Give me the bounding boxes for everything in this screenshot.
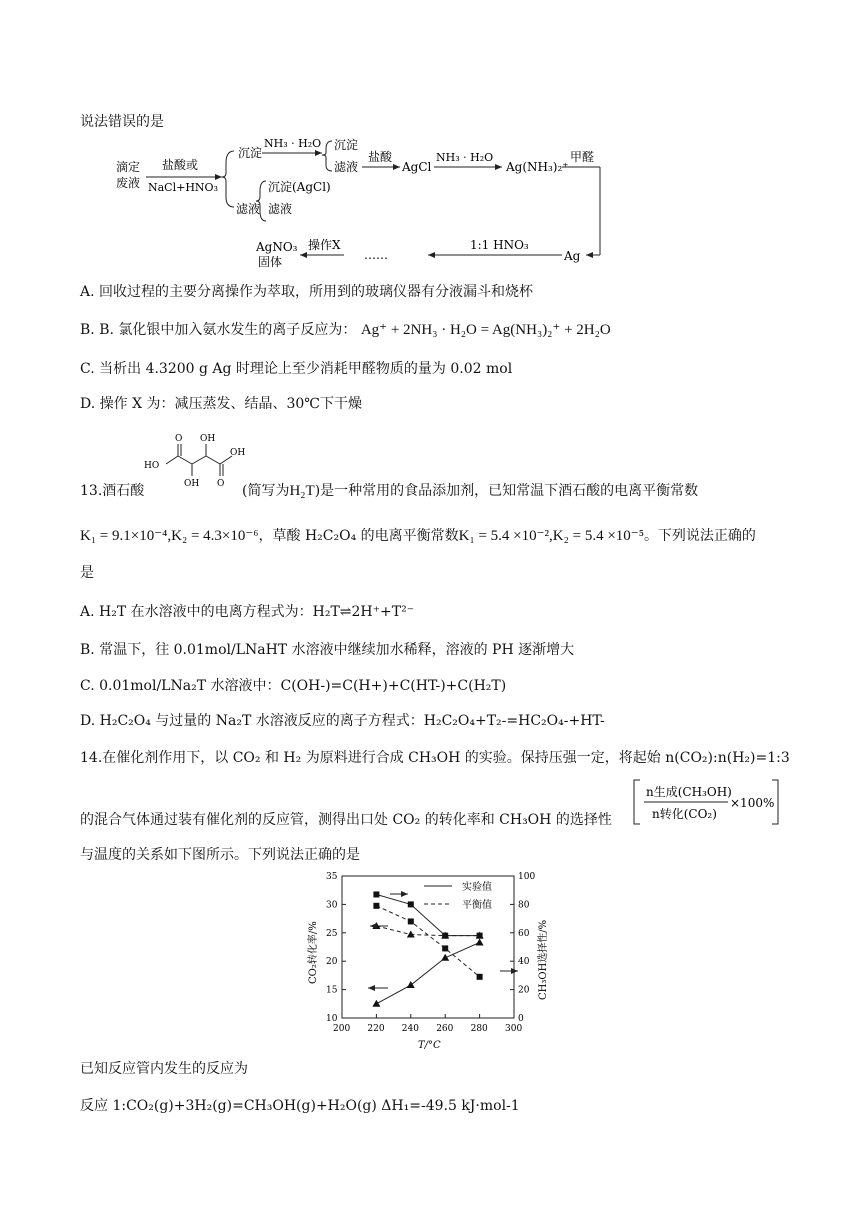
y-right-tick-label: 40: [518, 957, 530, 968]
q13-stem-a: 13.酒石酸: [80, 483, 145, 499]
series-point-square: [477, 933, 483, 939]
series-point-triangle: [476, 938, 484, 945]
q12-option-a: A. 回收过程的主要分离操作为萃取，所用到的玻璃仪器有分液漏斗和烧杯: [80, 284, 534, 300]
struct-o-1: O: [175, 434, 183, 444]
y-left-tick-label: 15: [326, 985, 338, 996]
nh3-reagent-1: NH₃ · H₂O: [264, 137, 322, 150]
ellipsis: ……: [364, 248, 388, 262]
q13-k-oxalic: K₁ = 5.4 ×10⁻²,K₂ = 5.4 ×10⁻⁵: [458, 528, 644, 544]
precip-2: 沉淀: [334, 138, 359, 152]
series-line-1: [376, 926, 479, 936]
q13-h2t: H₂T: [289, 483, 315, 499]
q12-option-c: C. 当析出 4.3200 g Ag 时理论上至少消耗甲醛物质的量为 0.02 mol: [80, 361, 513, 377]
intro-text: 说法错误的是: [80, 114, 164, 130]
brace-2: [322, 141, 332, 171]
nh3-reagent-2: NH₃ · H₂O: [436, 151, 494, 164]
q12-option-b-equation: Ag⁺ + 2NH₃ · H₂O = Ag(NH₃)₂⁺ + 2H₂O: [360, 322, 611, 338]
q12-option-b-text: B. B. 氯化银中加入氨水发生的离子反应为：: [80, 322, 357, 338]
q13-option-d: D. H₂C₂O₄ 与过量的 Na₂T 水溶液反应的离子方程式：H₂C₂O₄+T₂-=HC₂O₄-+HT-: [80, 713, 605, 729]
x-tick-label: 200: [333, 1024, 351, 1034]
source-label-2: 废液: [116, 176, 141, 190]
q13-option-a: A. H₂T 在水溶液中的电离方程式为：H₂T⇌2H⁺+T²⁻: [80, 604, 415, 620]
struct-o-2: O: [217, 479, 225, 489]
struct-oh-2: OH: [184, 479, 200, 489]
y-right-tick-label: 0: [518, 1014, 524, 1024]
y-right-tick-label: 80: [518, 900, 530, 911]
series-point-square: [373, 903, 379, 909]
x-tick-label: 260: [436, 1024, 454, 1034]
series-point-square: [408, 901, 414, 907]
hcl-reagent: 盐酸: [368, 150, 393, 164]
q13-option-b: B. 常温下，往 0.01mol/LNaHT 水溶液中继续加水稀释，溶液的 PH 逐渐增大: [80, 642, 575, 658]
series-point-square: [373, 891, 379, 897]
y-left-tick-label: 25: [326, 928, 338, 939]
series-point-triangle: [372, 922, 380, 929]
series-line-3: [376, 906, 479, 977]
x-tick-label: 280: [470, 1024, 488, 1034]
q14-line-2: 的混合气体通过装有催化剂的反应管，测得出口处 CO₂ 的转化率和 CH₃OH 的选择性: [80, 812, 612, 828]
series-point-square: [408, 918, 414, 924]
q13-stem-b: (简写为: [242, 483, 290, 499]
x-tick-label: 220: [367, 1024, 385, 1034]
q13-tail-text: 。下列说法正确的: [643, 528, 756, 544]
q13-option-c: C. 0.01mol/LNa₂T 水溶液中：C(OH-)=C(H+)+C(HT-)+C(H₂T): [80, 678, 507, 694]
y-axis-label-left: CO₂转化率/%: [308, 921, 319, 984]
y-left-tick-label: 20: [326, 957, 338, 968]
operation-x-label: 操作X: [308, 238, 341, 252]
struct-oh-3: OH: [230, 448, 246, 458]
y-left-tick-label: 10: [326, 1014, 338, 1024]
plot-frame: [342, 876, 514, 1018]
q12-option-b: [80, 321, 611, 339]
q13-stem-c: )是一种常用的食品添加剂，已知常温下酒石酸的电离平衡常数: [314, 483, 699, 499]
formula-multiplier: ×100%: [730, 796, 775, 810]
q13-stem-line: [242, 482, 698, 500]
legend-label-equilibrium: 平衡值: [462, 900, 492, 911]
y-left-tick-label: 35: [326, 872, 338, 882]
reagent1-top: 盐酸或: [162, 158, 199, 172]
y-right-tick-label: 60: [518, 928, 530, 939]
series-point-square: [442, 945, 448, 951]
tartaric-acid-structure: [140, 430, 250, 490]
series-point-triangle: [441, 954, 449, 961]
series-point-triangle: [372, 1000, 380, 1007]
legend-label-experimental: 实验值: [462, 882, 492, 893]
q13-mid-text: ，草酸 H₂C₂O₄ 的电离平衡常数: [258, 528, 459, 544]
q14-reaction-1: 反应 1:CO₂(g)+3H₂(g)=CH₃OH(g)+H₂O(g) ΔH₁=-49.5 kJ·mol-1: [80, 1098, 520, 1114]
q12-option-d: D. 操作 X 为：减压蒸发、结晶、30℃下干燥: [80, 396, 362, 412]
x-tick-label: 240: [401, 1024, 419, 1034]
y-axis-label-right: CH₃OH选择性/%: [538, 919, 549, 1000]
filtrate-2: 滤液: [334, 160, 359, 174]
source-label-1: 滴定: [116, 160, 141, 174]
struct-oh-1: OH: [200, 434, 216, 444]
q13-tail2: 是: [80, 565, 94, 581]
precip-agcl: 沉淀(AgCl): [268, 180, 331, 194]
q14-line-1: 14.在催化剂作用下，以 CO₂ 和 H₂ 为原料进行合成 CH₃OH 的实验。保持压强一定，将起始 n(CO₂):n(H₂)=1:3: [80, 750, 790, 766]
product-label-2: 固体: [258, 255, 283, 269]
series-point-triangle: [407, 981, 415, 988]
ag-label: Ag: [564, 249, 581, 263]
hno3-label: 1:1 HNO₃: [470, 238, 529, 252]
selectivity-formula: [632, 778, 782, 828]
struct-ho-1: HO: [144, 461, 160, 471]
series-point-square: [442, 933, 448, 939]
product-label-1: AgNO₃: [256, 240, 298, 254]
q14-reactions-intro: 已知反应管内发生的反应为: [80, 1061, 248, 1077]
reagent1-bottom: NaCl+HNO₃: [148, 181, 218, 194]
filtrate-3: 滤液: [268, 202, 293, 216]
series-line-0: [376, 942, 479, 1003]
q13-k-tartaric: K₁ = 9.1×10⁻⁴,K₂ = 4.3×10⁻⁶: [80, 528, 259, 544]
brace-1: [222, 151, 234, 207]
formaldehyde-label: 甲醛: [570, 150, 595, 164]
series-point-triangle: [407, 931, 415, 938]
filtrate-1: 滤液: [236, 202, 261, 216]
formula-denominator: n转化(CO₂): [652, 807, 717, 821]
complex-label: Ag(NH₃)₂⁺: [506, 160, 569, 174]
q13-constants-line: [80, 527, 756, 545]
series-point-square: [477, 974, 483, 980]
agcl-label: AgCl: [402, 160, 432, 174]
y-right-tick-label: 100: [518, 872, 536, 882]
x-axis-label: T/°C: [418, 1040, 441, 1051]
x-tick-label: 300: [505, 1024, 523, 1034]
formula-numerator: n生成(CH₃OH): [646, 785, 732, 799]
co2-conversion-chart: [300, 866, 560, 1056]
y-left-tick-label: 30: [326, 900, 338, 911]
precip-1: 沉淀: [238, 146, 263, 160]
recovery-flow-diagram: [110, 133, 610, 273]
q14-line-3: 与温度的关系如下图所示。下列说法正确的是: [80, 847, 360, 863]
y-right-tick-label: 20: [518, 985, 530, 996]
